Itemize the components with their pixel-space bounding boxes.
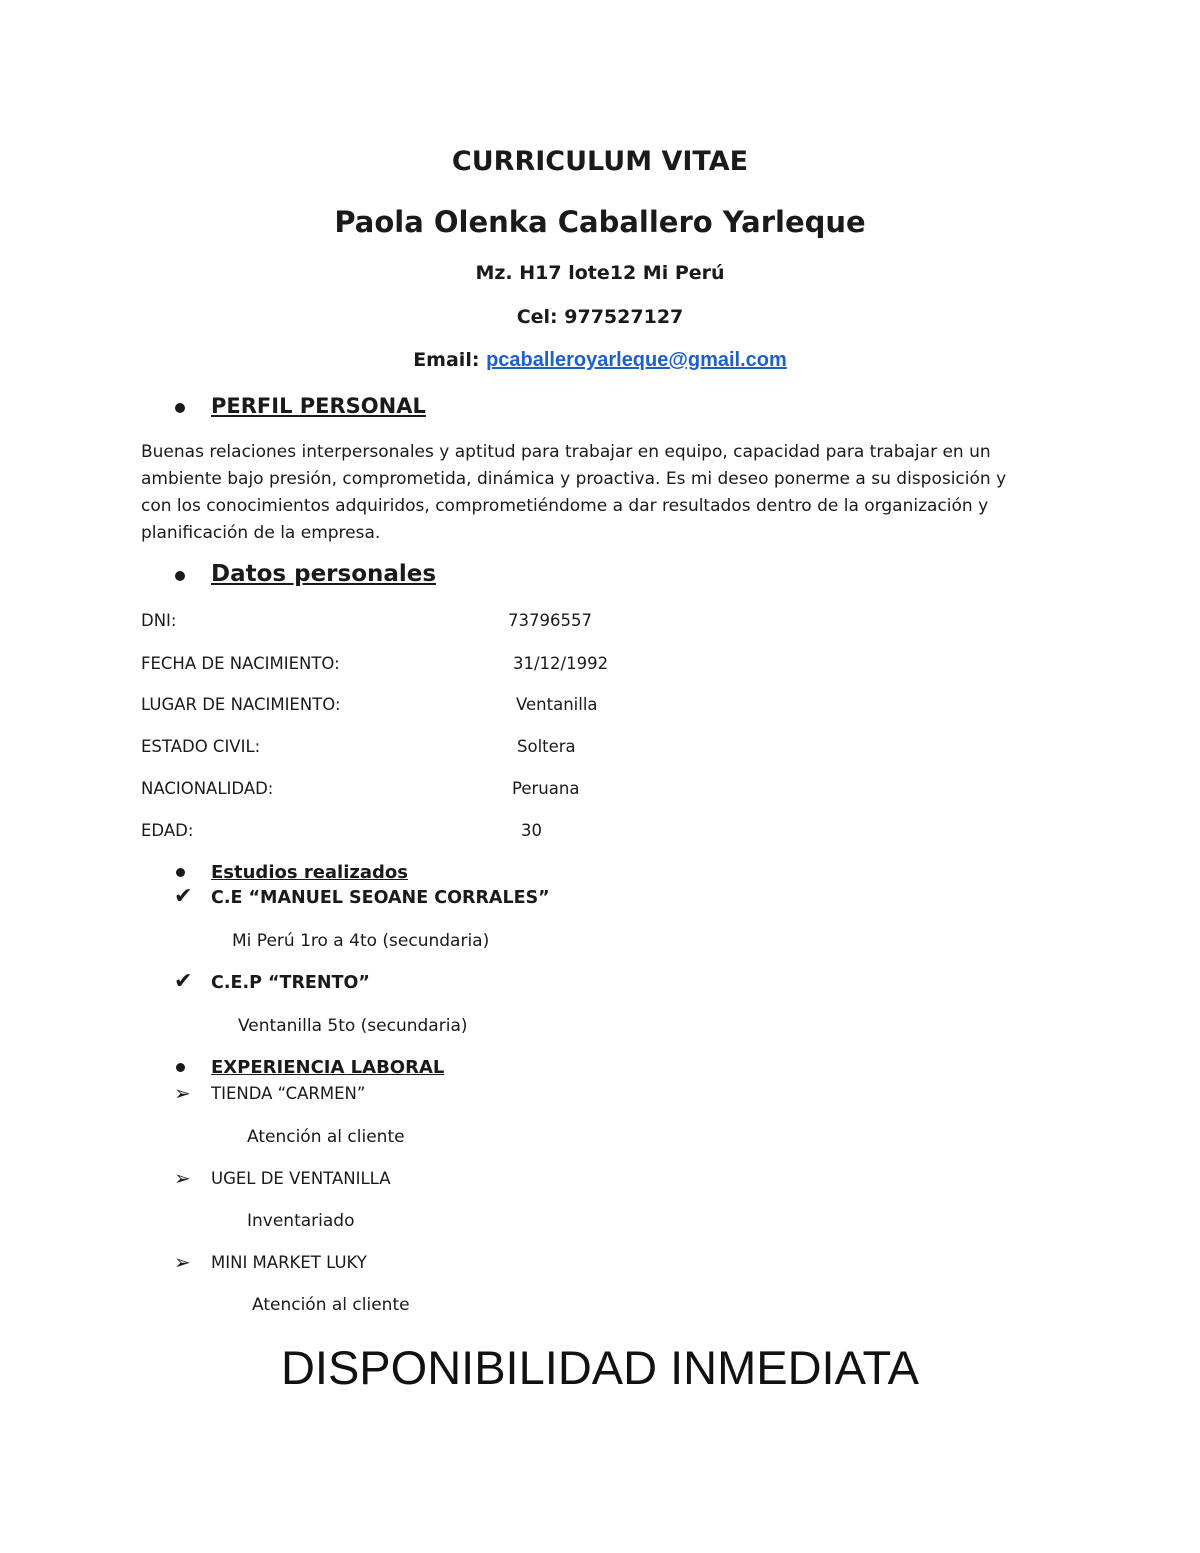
civil-status-value: Soltera bbox=[517, 737, 576, 756]
job-role: Inventariado bbox=[247, 1211, 355, 1231]
profile-text: Buenas relaciones interpersonales y aptitud para trabajar en equipo, capacidad para trabajar en un ambiente bajo presión, comprometida, dinámica y proactiva. Es mi deseo ponerme a su disposición y con los conocimientos adquiridos, comprometiéndome a dar resultados dentro de la organización y planificación de la empresa. bbox=[141, 442, 1007, 543]
school-detail: Mi Perú 1ro a 4to (secundaria) bbox=[232, 931, 490, 951]
phone: Cel: 977527127 bbox=[516, 306, 684, 328]
company-name: MINI MARKET LUKY bbox=[211, 1253, 367, 1272]
checkmark-icon: ✔ bbox=[174, 969, 193, 994]
job-role: Atención al cliente bbox=[247, 1127, 405, 1147]
candidate-name: Paola Olenka Caballero Yarleque bbox=[334, 205, 866, 239]
experience-heading: EXPERIENCIA LABORAL bbox=[211, 1057, 445, 1078]
email-link[interactable]: pcaballeroyarleque@gmail.com bbox=[486, 349, 787, 371]
arrow-bullet-icon: ➢ bbox=[174, 1166, 191, 1190]
email-line bbox=[0, 349, 1200, 372]
job-role: Atención al cliente bbox=[252, 1295, 410, 1315]
birthplace-label: LUGAR DE NACIMIENTO: bbox=[141, 695, 341, 714]
school-name: C.E “MANUEL SEOANE CORRALES” bbox=[211, 888, 550, 908]
dni-value: 73796557 bbox=[508, 611, 592, 630]
school-detail: Ventanilla 5to (secundaria) bbox=[238, 1016, 468, 1036]
school-name: C.E.P “TRENTO” bbox=[211, 973, 370, 993]
age-label: EDAD: bbox=[141, 821, 194, 840]
age-value: 30 bbox=[521, 821, 542, 840]
nationality-value: Peruana bbox=[512, 779, 580, 798]
studies-heading: Estudios realizados bbox=[211, 862, 408, 883]
arrow-bullet-icon: ➢ bbox=[174, 1081, 191, 1105]
bullet-icon bbox=[176, 868, 185, 877]
arrow-bullet-icon: ➢ bbox=[174, 1250, 191, 1274]
bullet-icon bbox=[176, 1063, 185, 1072]
company-name: TIENDA “CARMEN” bbox=[211, 1084, 366, 1103]
email-label: Email: bbox=[413, 349, 480, 371]
document-title: CURRICULUM VITAE bbox=[451, 146, 749, 177]
company-name: UGEL DE VENTANILLA bbox=[211, 1169, 391, 1188]
bullet-icon bbox=[175, 403, 185, 413]
dni-label: DNI: bbox=[141, 611, 177, 630]
birthplace-value: Ventanilla bbox=[516, 695, 598, 714]
availability-statement: DISPONIBILIDAD INMEDIATA bbox=[280, 1341, 920, 1394]
address: Mz. H17 lote12 Mi Perú bbox=[475, 262, 725, 284]
birthdate-label: FECHA DE NACIMIENTO: bbox=[141, 654, 340, 673]
nationality-label: NACIONALIDAD: bbox=[141, 779, 274, 798]
bullet-icon bbox=[175, 571, 185, 581]
civil-status-label: ESTADO CIVIL: bbox=[141, 737, 261, 756]
personal-heading: Datos personales bbox=[211, 561, 437, 587]
birthdate-value: 31/12/1992 bbox=[513, 654, 609, 673]
profile-heading: PERFIL PERSONAL bbox=[211, 394, 426, 418]
checkmark-icon: ✔ bbox=[174, 884, 193, 909]
